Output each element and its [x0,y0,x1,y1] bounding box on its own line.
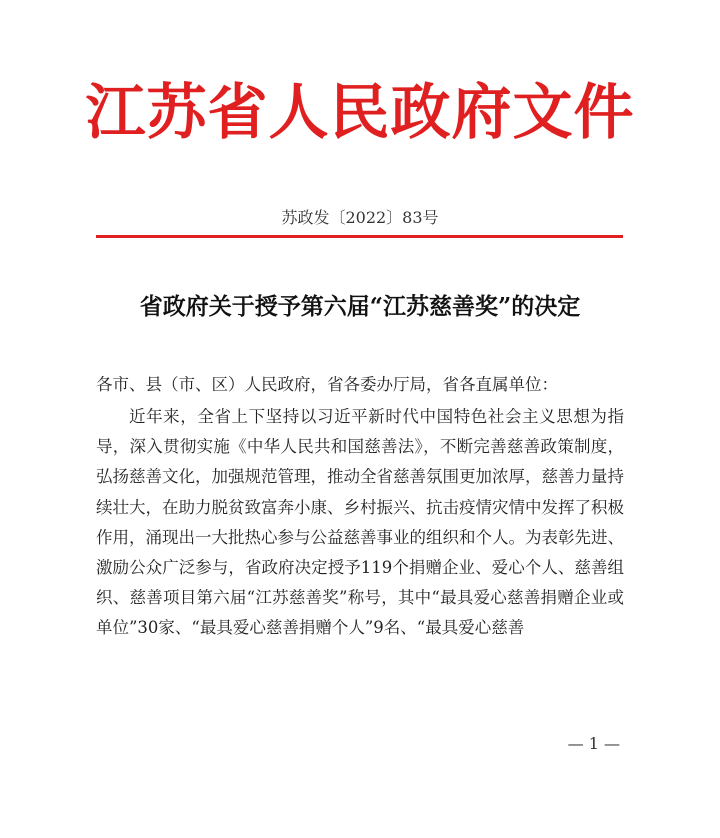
body-paragraph: 近年来，全省上下坚持以习近平新时代中国特色社会主义思想为指导，深入贯彻实施《中华人民共和国慈善法》，不断完善慈善政策制度，弘扬慈善文化，加强规范管理，推动全省慈善氛围更加浓厚，慈善力量持续壮大，在助力脱贫致富奔小康、乡村振兴、抗击疫情灾情中发挥了积极作用，涌现出一大批热心参与公益慈善事业的组织和个人。为表彰先进、激励公众广泛参与，省政府决定授予119个捐赠企业、爱心个人、慈善组织、慈善项目第六届“江苏慈善奖”称号，其中“最具爱心慈善捐赠企业或单位”30家、“最具爱心慈善捐赠个人”9名、“最具爱心慈善 [96,407,624,638]
document-number: 苏政发〔2022〕83号 [281,208,439,227]
red-divider-line [96,235,623,238]
document-header-title: 江苏省人民政府文件 [85,78,635,148]
page-number: — 1 — [567,734,620,753]
decision-title: 省政府关于授予第六届“江苏慈善奖”的决定 [139,293,581,320]
addressee-line: 各市、县（市、区）人民政府，省各委办厅局，省各直属单位： [96,375,558,394]
